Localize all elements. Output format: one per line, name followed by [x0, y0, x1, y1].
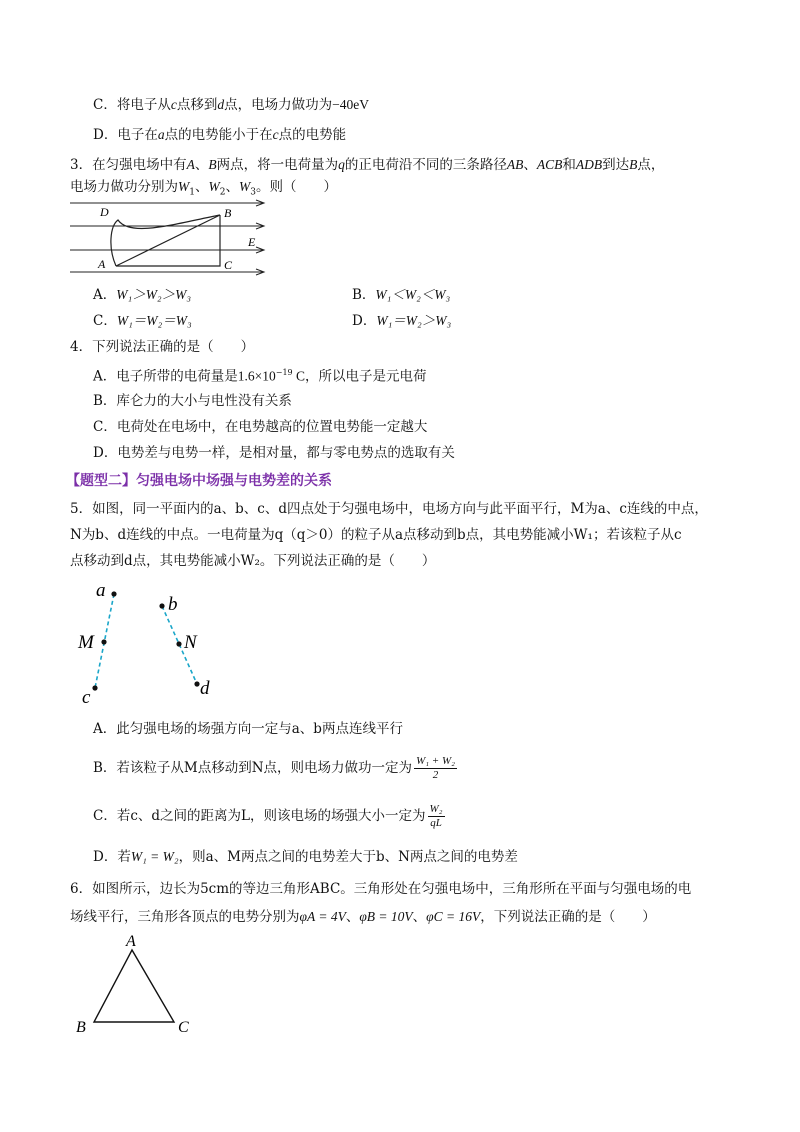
- q3-label-a: A: [98, 257, 106, 271]
- q3-label-b: B: [224, 206, 232, 220]
- q4-stem: 4．下列说法正确的是（ ）: [70, 339, 255, 355]
- q3-label-d: D: [100, 205, 109, 219]
- q3-option-c: C．W₁＝W₂＝W₃: [93, 313, 192, 329]
- q2-option-c: C．将电子从c点移到d点，电场力做功为−40eV: [93, 97, 369, 113]
- q5-label-c: c: [82, 687, 91, 706]
- q5-option-d: D．若W₁ = W₂，则a、M两点之间的电势差大于b、N两点之间的电势差: [93, 849, 518, 865]
- q2-option-d: D．电子在a点的电势能小于在c点的电势能: [93, 127, 347, 143]
- q4-option-b: B．库仑力的大小与电性没有关系: [93, 393, 292, 409]
- q5-label-a: a: [96, 580, 106, 601]
- q3-label-c: C: [224, 258, 233, 272]
- q4-option-d: D．电势差与电势一样，是相对量，都与零电势点的选取有关: [93, 445, 455, 461]
- q6-triangle: [94, 950, 174, 1022]
- q5-label-m: M: [78, 632, 94, 653]
- q6-figure: [72, 930, 202, 1040]
- q5-option-a: A．此匀强电场的场强方向一定与a、b两点连线平行: [93, 721, 403, 737]
- q5-label-n: N: [184, 632, 197, 653]
- q3-option-b: B．W₁＜W₂＜W₃: [352, 287, 451, 303]
- q5-stem-line2: N为b、d连线的中点。一电荷量为q（q＞0）的粒子从a点移动到b点，其电势能减小W₁；若该粒子从c: [70, 527, 682, 543]
- q3-stem-line2: 电场力做功分别为$W_1$、$W_2$、$W_3$。则（ ）: [70, 179, 337, 198]
- q3-figure: [68, 198, 268, 278]
- q6-label-b: B: [76, 1019, 86, 1036]
- q3-option-d: D．W₁＝W₂＞W₃: [352, 313, 452, 329]
- q5-stem-line1: 5．如图，同一平面内的a、b、c、d四点处于匀强电场中，电场方向与此平面平行，M为a、c连线的中点，: [70, 501, 708, 517]
- q5-option-c-fraction: $\frac{\text{W₂}}{qL}$: [429, 803, 443, 829]
- q5-label-b: b: [168, 594, 178, 615]
- q5-figure: [72, 576, 232, 706]
- q5-label-d: d: [200, 678, 210, 699]
- q4-option-a: A．电子所带的电荷量是$1.6\times 10^{-19}$ C，所以电子是元电荷: [93, 368, 427, 385]
- q3-label-e: E: [248, 235, 256, 249]
- section-title: 【题型二】匀强电场中场强与电势差的关系: [66, 473, 332, 489]
- q6-label-c: C: [178, 1019, 189, 1036]
- q6-label-a: A: [126, 933, 136, 950]
- q4-option-c: C．电荷处在电场中，在电势越高的位置电势能一定越大: [93, 419, 428, 435]
- q5-stem-line3: 点移动到d点，其电势能减小W₂。下列说法正确的是（ ）: [70, 553, 436, 569]
- q6-stem-line2: 场线平行，三角形各顶点的电势分别为φA = 4V、φB = 10V、φC = 16V，下列说法正确的是（ ）: [70, 909, 656, 925]
- q3-stem-line1: 3．在匀强电场中有A、B两点，将一电荷量为q的正电荷沿不同的三条路径AB、ACB和ADB到达B点，: [70, 157, 665, 173]
- q3-option-a: A．W₁＞W₂＞W₃: [93, 287, 192, 303]
- q5-option-b: B．若该粒子从M点移动到N点，则电场力做功一定为 $\frac{\text{W₁ + W₂}}{2}$: [93, 755, 455, 781]
- q5-option-c: C．若c、d之间的距离为L，则该电场的场强大小一定为 $\frac{\text{W₂}}{qL}$: [93, 803, 443, 829]
- q6-stem-line1: 6．如图所示，边长为5cm的等边三角形ABC。三角形处在匀强电场中，三角形所在平面与匀强电场的电: [70, 881, 692, 897]
- q5-option-b-fraction: $\frac{\text{W₁ + W₂}}{2}$: [416, 755, 455, 781]
